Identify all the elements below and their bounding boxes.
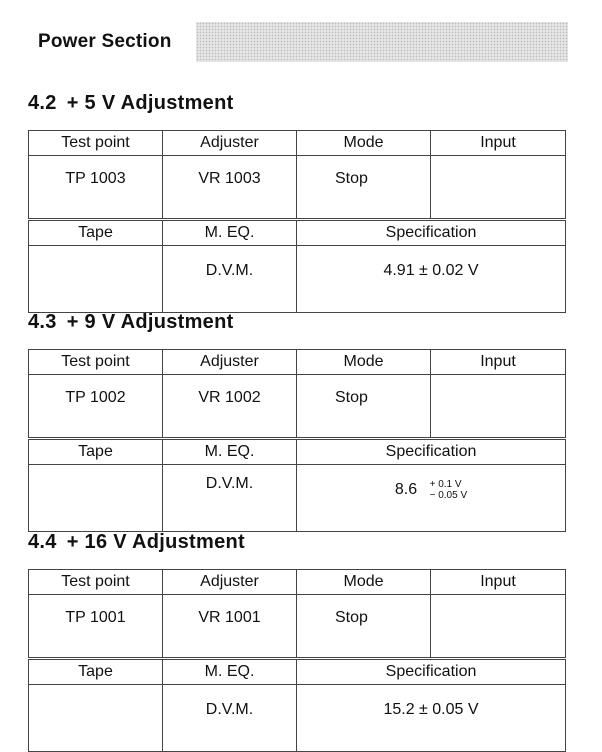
input-value [431,595,566,659]
input-value [431,156,566,220]
col-test-point: Test point [29,131,163,156]
col-mode: Mode [297,350,431,375]
page-title: Power Section [28,22,196,62]
mode-value: Stop [297,595,431,659]
section-title [28,527,566,557]
section-number: 4.3 [28,311,57,333]
section-title [28,88,566,118]
col-specification: Specification [297,439,566,465]
col-adjuster: Adjuster [163,350,297,375]
spec-value: 8.6 [394,481,418,498]
spec-value: 4.91 ± 0.02 V [297,246,566,313]
col-mode: Mode [297,570,431,595]
input-value [431,375,566,439]
tape-value [29,465,163,532]
adjuster-value: VR 1001 [163,595,297,659]
test-point-value: TP 1003 [29,156,163,220]
tape-value [29,246,163,313]
meq-value: D.V.M. [163,465,297,532]
tolerance-plus: + 0.1 V [429,479,462,490]
col-test-point: Test point [29,350,163,375]
mode-value: Stop [297,156,431,220]
section-number: 4.4 [28,531,57,553]
mode-value: Stop [297,375,431,439]
tape-value [29,685,163,752]
col-input: Input [431,350,566,375]
col-input: Input [431,131,566,156]
adjustment-table [28,130,566,313]
test-point-value: TP 1002 [29,375,163,439]
spec-cell [297,465,566,532]
section-title [28,307,566,337]
meq-value: D.V.M. [163,685,297,752]
adjustment-table [28,569,566,752]
col-tape: Tape [29,220,163,246]
section-heading: + 9 V Adjustment [66,311,234,333]
col-meq: M. EQ. [163,439,297,465]
section-4-4 [28,527,566,752]
col-tape: Tape [29,659,163,685]
meq-value: D.V.M. [163,246,297,313]
adjuster-value: VR 1003 [163,156,297,220]
section-heading: + 5 V Adjustment [66,92,234,114]
adjuster-value: VR 1002 [163,375,297,439]
col-specification: Specification [297,220,566,246]
adjustment-table [28,349,566,532]
col-adjuster: Adjuster [163,131,297,156]
col-meq: M. EQ. [163,659,297,685]
col-input: Input [431,570,566,595]
section-4-2 [28,88,566,313]
spec-value: 15.2 ± 0.05 V [297,685,566,752]
section-header [28,22,568,62]
col-meq: M. EQ. [163,220,297,246]
section-4-3 [28,307,566,532]
spec-tolerance [430,479,468,501]
section-heading: + 16 V Adjustment [66,531,245,553]
col-test-point: Test point [29,570,163,595]
section-number: 4.2 [28,92,57,114]
col-mode: Mode [297,131,431,156]
col-tape: Tape [29,439,163,465]
tolerance-minus: − 0.05 V [429,490,468,501]
test-point-value: TP 1001 [29,595,163,659]
col-adjuster: Adjuster [163,570,297,595]
col-specification: Specification [297,659,566,685]
